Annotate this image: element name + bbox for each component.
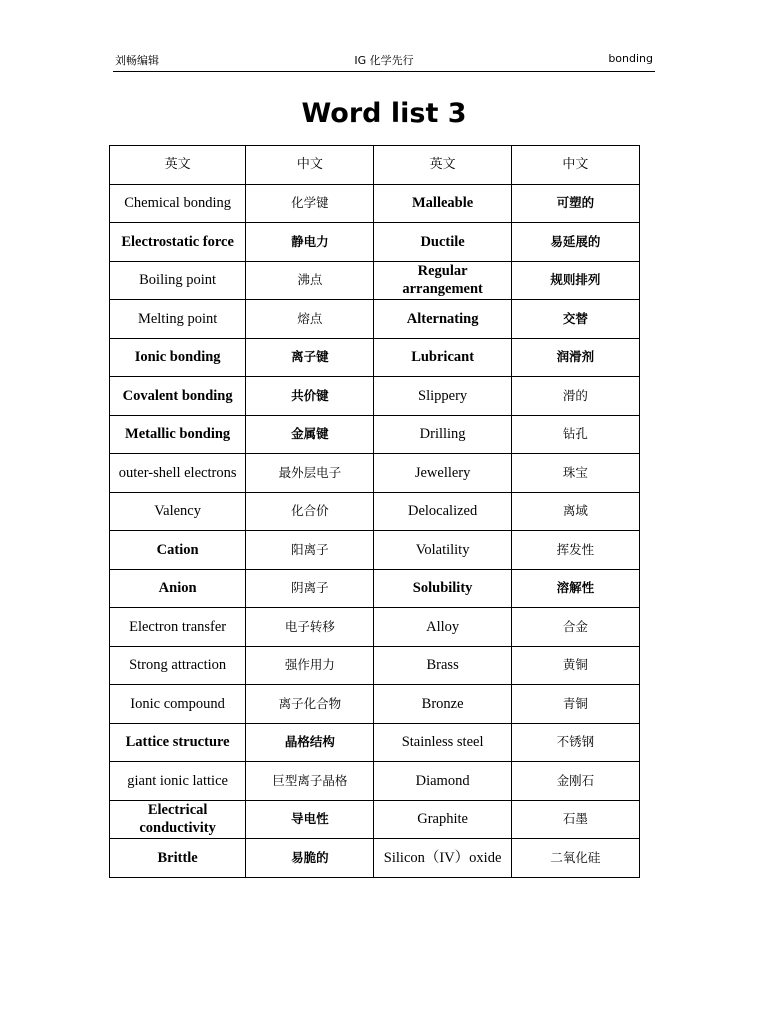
english-term: Alternating xyxy=(374,300,511,339)
chinese-term: 沸点 xyxy=(246,261,374,300)
page-title: Word list 3 xyxy=(301,98,467,129)
chinese-term: 静电力 xyxy=(246,223,374,262)
table-row xyxy=(110,531,640,570)
word-table xyxy=(109,145,640,878)
chinese-term: 晶格结构 xyxy=(246,723,374,762)
page-header xyxy=(115,52,653,70)
chinese-term: 巨型离子晶格 xyxy=(246,762,374,801)
chinese-term: 离域 xyxy=(511,492,639,531)
table-row xyxy=(110,608,640,647)
english-term: Brass xyxy=(374,646,511,685)
chinese-term: 合金 xyxy=(511,608,639,647)
chinese-term: 电子转移 xyxy=(246,608,374,647)
chinese-term: 离子键 xyxy=(246,338,374,377)
english-term: Metallic bonding xyxy=(110,415,246,454)
table-row xyxy=(110,223,640,262)
english-term: Solubility xyxy=(374,569,511,608)
english-term: Lattice structure xyxy=(110,723,246,762)
table-row xyxy=(110,685,640,724)
table-row xyxy=(110,261,640,300)
chinese-term: 青铜 xyxy=(511,685,639,724)
english-term: Jewellery xyxy=(374,454,511,493)
chinese-term: 黄铜 xyxy=(511,646,639,685)
chinese-term: 强作用力 xyxy=(246,646,374,685)
header-chinese: 中文 xyxy=(246,146,374,185)
chinese-term: 二氧化硅 xyxy=(511,839,639,878)
chinese-term: 溶解性 xyxy=(511,569,639,608)
english-term: Stainless steel xyxy=(374,723,511,762)
chinese-term: 钻孔 xyxy=(511,415,639,454)
english-term: Lubricant xyxy=(374,338,511,377)
chinese-term: 金属键 xyxy=(246,415,374,454)
table-header-row xyxy=(110,146,640,185)
table-body xyxy=(110,184,640,877)
english-term: Ionic compound xyxy=(110,685,246,724)
table-row xyxy=(110,454,640,493)
chinese-term: 离子化合物 xyxy=(246,685,374,724)
table-row xyxy=(110,377,640,416)
english-term: Volatility xyxy=(374,531,511,570)
chinese-term: 交替 xyxy=(511,300,639,339)
header-rule xyxy=(113,71,655,72)
english-term: Alloy xyxy=(374,608,511,647)
english-term: Diamond xyxy=(374,762,511,801)
english-term: Electron transfer xyxy=(110,608,246,647)
chinese-term: 易脆的 xyxy=(246,839,374,878)
english-term: Drilling xyxy=(374,415,511,454)
english-term: Anion xyxy=(110,569,246,608)
chinese-term: 共价键 xyxy=(246,377,374,416)
english-term: Delocalized xyxy=(374,492,511,531)
header-editor: 刘畅编辑 xyxy=(115,54,159,67)
english-term: Chemical bonding xyxy=(110,184,246,223)
chinese-term: 熔点 xyxy=(246,300,374,339)
header-english: 英文 xyxy=(110,146,246,185)
chinese-term: 化学键 xyxy=(246,184,374,223)
header-course: IG 化学先行 xyxy=(354,54,414,67)
table-row xyxy=(110,338,640,377)
english-term: Electrical conductivity xyxy=(110,800,246,839)
chinese-term: 挥发性 xyxy=(511,531,639,570)
english-term: Brittle xyxy=(110,839,246,878)
chinese-term: 石墨 xyxy=(511,800,639,839)
chinese-term: 润滑剂 xyxy=(511,338,639,377)
header-english: 英文 xyxy=(374,146,511,185)
chinese-term: 可塑的 xyxy=(511,184,639,223)
english-term: Bronze xyxy=(374,685,511,724)
header-topic: bonding xyxy=(608,52,653,65)
english-term: outer-shell electrons xyxy=(110,454,246,493)
chinese-term: 导电性 xyxy=(246,800,374,839)
english-term: Ionic bonding xyxy=(110,338,246,377)
english-term: Malleable xyxy=(374,184,511,223)
table-row xyxy=(110,646,640,685)
chinese-term: 阴离子 xyxy=(246,569,374,608)
english-term: Cation xyxy=(110,531,246,570)
table-row xyxy=(110,569,640,608)
english-term: Valency xyxy=(110,492,246,531)
table-row xyxy=(110,184,640,223)
english-term: Slippery xyxy=(374,377,511,416)
chinese-term: 不锈钢 xyxy=(511,723,639,762)
english-term: Silicon（IV）oxide xyxy=(374,839,511,878)
chinese-term: 滑的 xyxy=(511,377,639,416)
chinese-term: 阳离子 xyxy=(246,531,374,570)
table-row xyxy=(110,723,640,762)
english-term: Boiling point xyxy=(110,261,246,300)
english-term: Electrostatic force xyxy=(110,223,246,262)
english-term: Covalent bonding xyxy=(110,377,246,416)
chinese-term: 规则排列 xyxy=(511,261,639,300)
table-row xyxy=(110,492,640,531)
english-term: Ductile xyxy=(374,223,511,262)
table-row xyxy=(110,800,640,839)
header-chinese: 中文 xyxy=(511,146,639,185)
table-row xyxy=(110,762,640,801)
table-row xyxy=(110,300,640,339)
chinese-term: 易延展的 xyxy=(511,223,639,262)
chinese-term: 珠宝 xyxy=(511,454,639,493)
table-row xyxy=(110,839,640,878)
chinese-term: 金刚石 xyxy=(511,762,639,801)
chinese-term: 化合价 xyxy=(246,492,374,531)
english-term: giant ionic lattice xyxy=(110,762,246,801)
english-term: Graphite xyxy=(374,800,511,839)
table-row xyxy=(110,415,640,454)
chinese-term: 最外层电子 xyxy=(246,454,374,493)
english-term: Strong attraction xyxy=(110,646,246,685)
english-term: Melting point xyxy=(110,300,246,339)
english-term: Regular arrangement xyxy=(374,261,511,300)
